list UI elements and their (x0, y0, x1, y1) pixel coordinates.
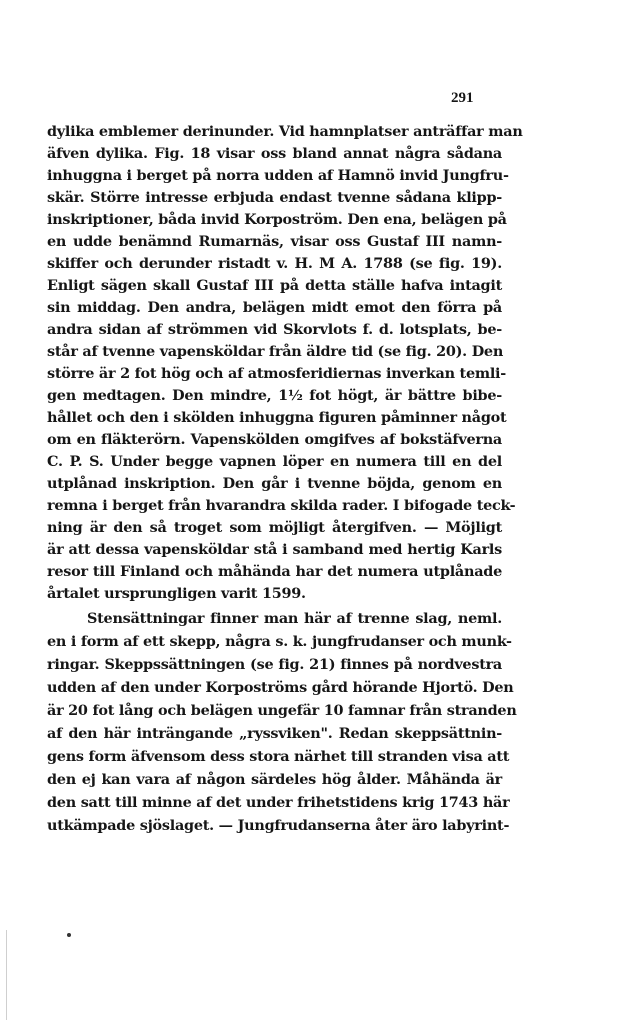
text-line: udden af den under Korpoströms gård hörande Hjortö. Den (47, 679, 514, 696)
page-number: 291 (451, 90, 474, 106)
text-line: utkämpade sjöslaget. — Jungfrudanserna åter äro labyrint- (47, 817, 510, 834)
text-line: inhuggna i berget på norra udden af Hamnö invid Jungfru- (47, 167, 509, 184)
text-line: af den här inträngande „ryssviken". Redan skeppsättnin- (47, 725, 502, 742)
text-line: resor till Finland och måhända har det numera utplånade (47, 563, 502, 580)
text-line: gen medtagen. Den mindre, 1½ fot högt, är bättre bibe- (47, 387, 502, 404)
text-line: årtalet ursprungligen varit 1599. (47, 585, 306, 602)
text-line: är 20 fot lång och belägen ungefär 10 famnar från stranden (47, 702, 517, 719)
text-line: C. P. S. Under begge vapnen löper en numera till en del (47, 453, 502, 470)
text-line: hållet och den i skölden inhuggna figuren påminner något (47, 409, 507, 426)
text-line: står af tvenne vapensköldar från äldre tid (se fig. 20). Den (47, 343, 504, 360)
text-line: skär. Större intresse erbjuda endast tvenne sådana klipp- (47, 189, 502, 206)
body-text (47, 121, 523, 837)
text-line: ringar. Skeppssättningen (se fig. 21) finnes på nordvestra (47, 656, 502, 673)
text-line: äfven dylika. Fig. 18 visar oss bland annat några sådana (47, 145, 502, 162)
text-line: större är 2 fot hög och af atmosferidiernas inverkan temli- (47, 365, 506, 382)
text-line: Stensättningar finner man här af trenne slag, neml. (87, 610, 502, 627)
text-line: om en fläkterörn. Vapenskölden omgifves af bokstäfverna (47, 431, 502, 448)
text-line: skiffer och derunder ristadt v. H. M A. 1788 (se fig. 19). (47, 255, 502, 272)
text-line: utplånad inskription. Den går i tvenne böjda, genom en (47, 475, 502, 492)
text-line: dylika emblemer derinunder. Vid hamnplatser anträffar man (47, 123, 523, 140)
text-line: inskriptioner, båda invid Korpoström. Den ena, belägen på (47, 211, 507, 228)
text-line: är att dessa vapensköldar stå i samband med hertig Karls (47, 541, 502, 558)
margin-dot (67, 933, 71, 937)
text-line: en udde benämnd Rumarnäs, visar oss Gustaf III namn- (47, 233, 502, 250)
text-line: andra sidan af strömmen vid Skorvlots f. d. lotsplats, be- (47, 321, 502, 338)
text-line: remna i berget från hvarandra skilda rader. I bifogade teck- (47, 497, 516, 514)
text-line: en i form af ett skepp, några s. k. jungfrudanser och munk- (47, 633, 512, 650)
text-line: sin middag. Den andra, belägen midt emot den förra på (47, 299, 502, 316)
text-line: gens form äfvensom dess stora närhet till stranden visa att (47, 748, 510, 765)
page-edge-line (6, 930, 7, 1020)
text-line: den ej kan vara af någon särdeles hög ålder. Måhända är (47, 771, 502, 788)
text-line: ning är den så troget som möjligt återgifven. — Möjligt (47, 519, 502, 536)
text-line: Enligt sägen skall Gustaf III på detta ställe hafva intagit (47, 277, 502, 294)
text-line: den satt till minne af det under frihetstidens krig 1743 här (47, 794, 510, 811)
